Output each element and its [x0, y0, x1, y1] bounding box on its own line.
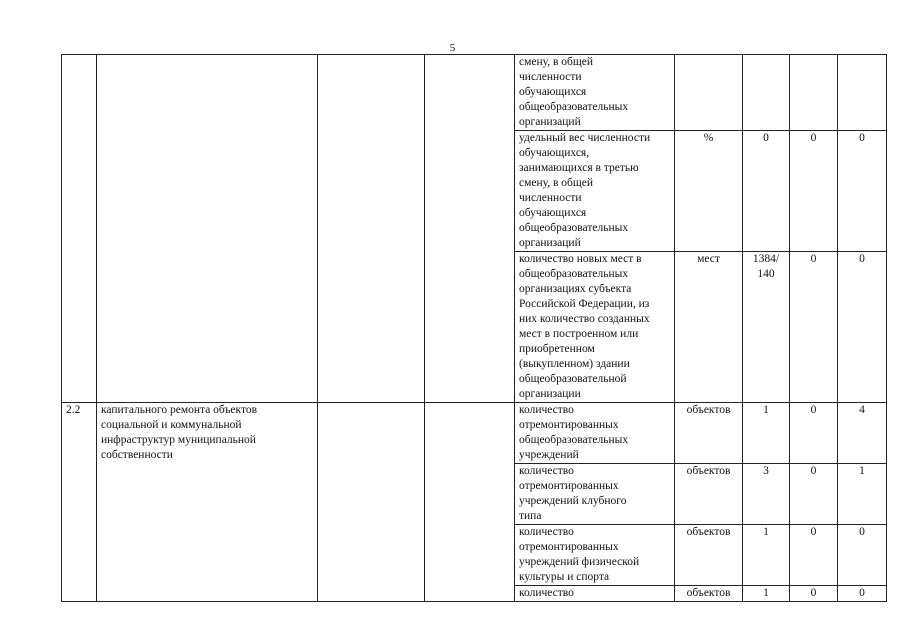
- value-cell: 0: [838, 252, 887, 403]
- column-4-cell: [425, 403, 515, 602]
- unit-cell: объектов: [675, 525, 743, 586]
- value-cell: [790, 55, 838, 131]
- indicator-cell: количество: [515, 586, 675, 602]
- indicator-cell: смену, в общей численности обучающихся общеобразовательных организаций: [515, 55, 675, 131]
- value-cell: 0: [838, 586, 887, 602]
- measure-name-cell: капитального ремонта объектов социальной и коммунальной инфраструктур муниципальной собственности: [97, 403, 318, 602]
- indicator-cell: количество отремонтированных учреждений физической культуры и спорта: [515, 525, 675, 586]
- table-row: [62, 55, 887, 131]
- indicator-cell: количество отремонтированных общеобразовательных учреждений: [515, 403, 675, 464]
- row-number-cell: 2.2: [62, 403, 97, 602]
- column-3-cell: [318, 55, 425, 403]
- value-cell: 3: [743, 464, 790, 525]
- value-cell: 4: [838, 403, 887, 464]
- page-number: 5: [449, 42, 456, 54]
- value-cell: 0: [743, 131, 790, 252]
- value-cell: 1: [838, 464, 887, 525]
- unit-cell: %: [675, 131, 743, 252]
- indicator-cell: количество отремонтированных учреждений клубного типа: [515, 464, 675, 525]
- unit-cell: объектов: [675, 464, 743, 525]
- table-row: [62, 403, 887, 464]
- unit-cell: объектов: [675, 403, 743, 464]
- value-cell: [838, 55, 887, 131]
- unit-cell: объектов: [675, 586, 743, 602]
- indicator-table: [61, 54, 887, 602]
- value-cell: 0: [790, 586, 838, 602]
- value-cell: [743, 55, 790, 131]
- value-cell: 1384/ 140: [743, 252, 790, 403]
- value-cell: 1: [743, 586, 790, 602]
- value-cell: 0: [790, 252, 838, 403]
- column-4-cell: [425, 55, 515, 403]
- unit-cell: мест: [675, 252, 743, 403]
- indicator-cell: удельный вес численности обучающихся, занимающихся в третью смену, в общей численности обучающихся общеобразовательных организаций: [515, 131, 675, 252]
- unit-cell: [675, 55, 743, 131]
- value-cell: 0: [790, 403, 838, 464]
- indicator-cell: количество новых мест в общеобразовательных организациях субъекта Российской Федерации, из них количество созданных мест в построенном или приобретенном (выкупленном) здании общеобразовательной организации: [515, 252, 675, 403]
- value-cell: 1: [743, 525, 790, 586]
- value-cell: 1: [743, 403, 790, 464]
- measure-name-cell: [97, 55, 318, 403]
- value-cell: 0: [838, 525, 887, 586]
- value-cell: 0: [838, 131, 887, 252]
- value-cell: 0: [790, 131, 838, 252]
- value-cell: 0: [790, 525, 838, 586]
- value-cell: 0: [790, 464, 838, 525]
- row-number-cell: [62, 55, 97, 403]
- column-3-cell: [318, 403, 425, 602]
